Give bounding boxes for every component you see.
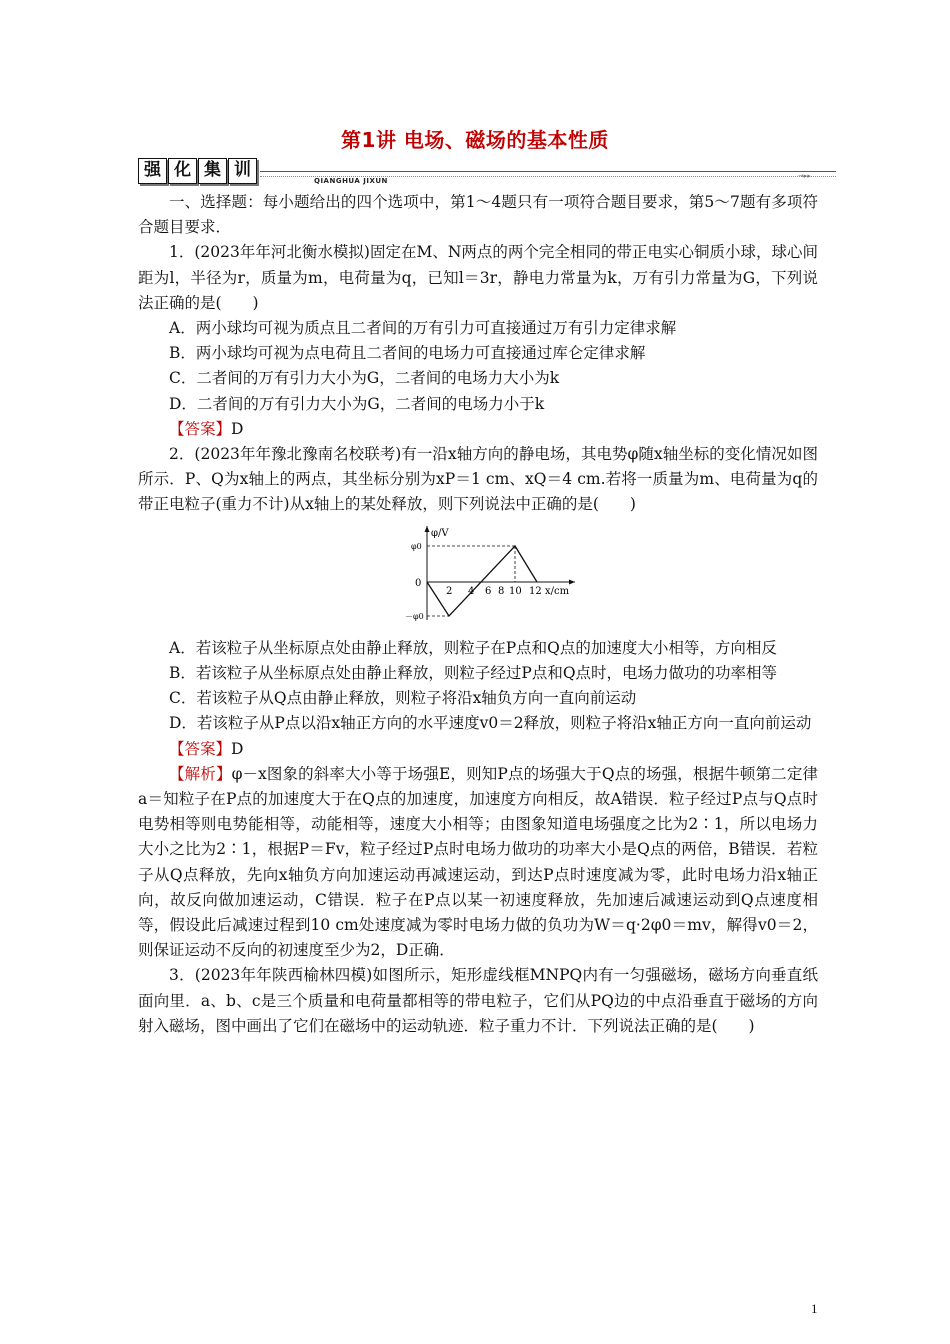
graph-neg-phi0-label: －φ0	[405, 611, 424, 621]
answer-tag: 【答案】	[169, 739, 232, 758]
banner-char: 强	[138, 158, 167, 184]
banner-chars	[138, 158, 258, 184]
graph-x-tick: 12	[529, 585, 542, 597]
page-title: 第1讲 电场、磁场的基本性质	[341, 128, 609, 152]
graph-x-tick: 2	[446, 585, 453, 597]
question-2-option-a: A．若该粒子从坐标原点处由静止释放，则粒子在P点和Q点的加速度大小相等，方向相反	[169, 638, 777, 657]
graph-origin-label: 0	[415, 577, 422, 589]
question-1-option-a: A．两小球均可视为质点且二者间的万有引力可直接通过万有引力定律求解	[169, 319, 677, 338]
content	[138, 190, 818, 1039]
graph-x-tick: 10	[509, 585, 522, 597]
question-1-stem: 1．(2023年年河北衡水模拟)固定在M、N两点的两个完全相同的带正电实心铜质小球，球心间距为l，半径为r，质量为m，电荷量为q，已知l＝3r，静电力常量为k，万有引力常量为G，下列说法正确的是( )	[138, 243, 818, 312]
question-2-option-d: D．若该粒子从P点以沿x轴正方向的水平速度v0＝2释放，则粒子将沿x轴正方向一直向前运动	[169, 714, 812, 733]
question-1-answer	[138, 417, 818, 442]
page-number: 1	[811, 1301, 818, 1316]
question-1-option-c: C．二者间的万有引力大小为G，二者间的电场力大小为k	[169, 369, 560, 388]
question-1-option-b: B．两小球均可视为点电荷且二者间的电场力可直接通过库仑定律求解	[169, 344, 646, 363]
answer-value: D	[231, 419, 244, 438]
banner-subtitle: QIANGHUA JIXUN	[314, 177, 388, 185]
graph-phi0-label: φ0	[411, 541, 422, 551]
question-1-option-d: D．二者间的万有引力大小为G，二者间的电场力小于k	[169, 394, 545, 413]
banner-char: 集	[198, 158, 227, 184]
question-3-stem: 3．(2023年年陕西榆林四模)如图所示，矩形虚线框MNPQ内有一匀强磁场，磁场方向垂直纸面向里．a、b、c是三个质量和电荷量都相等的带电粒子，它们从PQ边的中点沿垂直于磁场的方向射入磁场，图中画出了它们在磁场中的运动轨迹．粒子重力不计．下列说法正确的是( )	[138, 966, 818, 1035]
analysis-text: φ－x图象的斜率大小等于场强E，则知P点的场强大于Q点的场强，根据牛顿第二定律a＝知粒子在P点的加速度大于在Q点的加速度，加速度方向相反，故A错误．粒子经过P点与Q点时电势相等则电势能相等，动能相等，速度大小相等；由图象知道电场强度之比为2∶1，所以电场力大小之比为2∶1，根据P＝Fv，粒子经过P点时电场力做功的功率大小是Q点的两倍，B错误．若粒子从Q点释放，先向x轴负方向加速运动再减速运动，到达P点时速度减为零，此时电场力沿x轴正向，故反向做加速运动，C错误．粒子在P点以某一初速度释放，先加速后减速运动到Q点速度相等，假设此后减速过程到10 cm处速度减为零时电场力做的负功为W＝q·2φ0＝mv，解得v0＝2，则保证运动不反向的初速度至少为2，D正确．	[138, 764, 818, 960]
section-banner	[138, 158, 838, 186]
graph-x-tick: 6	[485, 585, 492, 597]
banner-char: 化	[168, 158, 197, 184]
question-2-answer	[138, 737, 818, 762]
graph-x-axis-label: x/cm	[545, 585, 570, 597]
answer-tag: 【答案】	[169, 419, 232, 438]
question-2-option-b: B．若该粒子从坐标原点处由静止释放，则粒子经过P点和Q点时，电场力做功的功率相等	[169, 664, 778, 683]
question-2-analysis	[138, 762, 818, 964]
graph-x-tick: 4	[468, 585, 475, 597]
graph-x-tick: 8	[498, 585, 505, 597]
analysis-tag: 【解析】	[169, 764, 232, 783]
banner-end-arrow-icon: →▸▸	[798, 172, 811, 180]
section-intro: 一、选择题：每小题给出的四个选项中，第1～4题只有一项符合题目要求，第5～7题有多项符合题目要求．	[138, 193, 818, 237]
graph-y-axis-label: φ/V	[431, 527, 449, 539]
question-2-option-c: C．若该粒子从Q点由静止释放，则粒子将沿x轴负方向一直向前运动	[169, 689, 637, 708]
question-2-stem: 2．(2023年年豫北豫南名校联考)有一沿x轴方向的静电场，其电势φ随x轴坐标的变化情况如图所示．P、Q为x轴上的两点，其坐标分别为xP＝1 cm、xQ＝4 cm.若将一质量为m、电荷量为q的带正电粒子(重力不计)从x轴上的某处释放，则下列说法中正确的是( )	[138, 445, 818, 514]
banner-char: 训	[228, 158, 257, 184]
answer-value: D	[231, 739, 244, 758]
potential-graph	[405, 524, 585, 624]
banner-rule	[260, 171, 836, 172]
